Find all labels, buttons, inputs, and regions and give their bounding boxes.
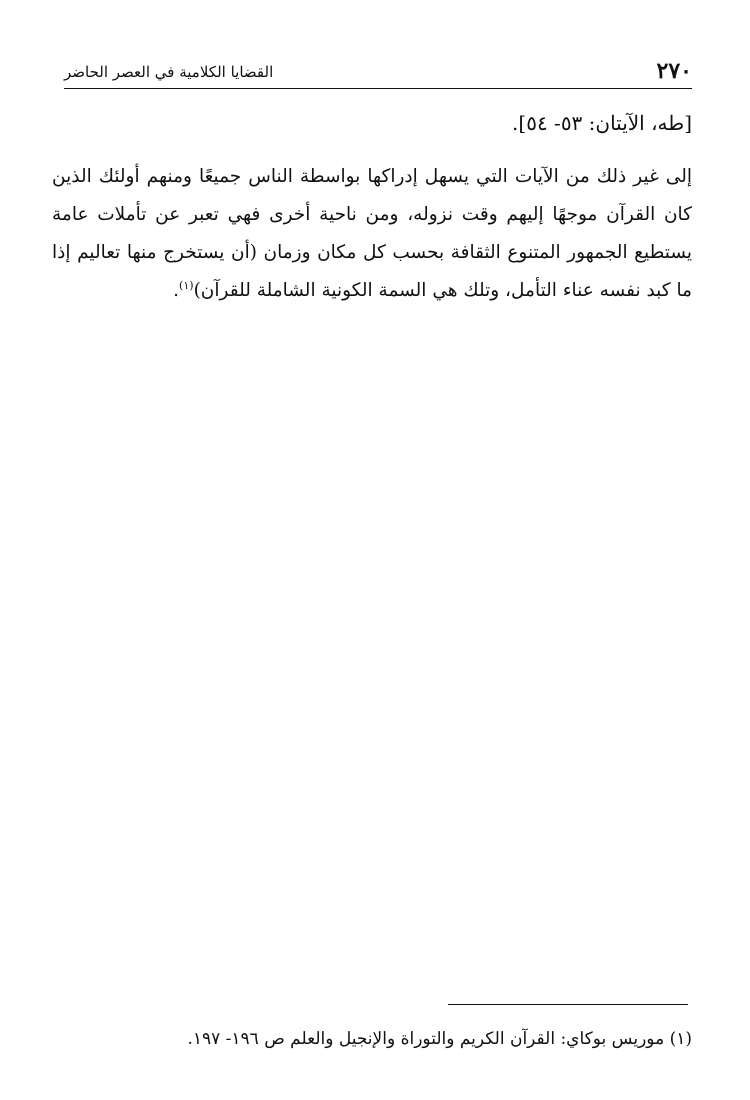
footnote-marker[interactable]: (١) (179, 278, 194, 292)
running-title: القضايا الكلامية في العصر الحاضر (64, 63, 274, 81)
header-rule (64, 88, 692, 89)
body-paragraph-text: إلى غير ذلك من الآيات التي يسهل إدراكها بواسطة الناس جميعًا ومنهم أولئك الذين كان القرآن موجهًا إليهم وقت نزوله، ومن ناحية أخرى فهي تعبر عن تأملات عامة يستطيع الجمهور المتنوع الثقافة بحسب كل مكان وزمان (أن يستخرج منها تعاليم إذا ما كبد نفسه عناء التأمل، وتلك هي السمة الكونية الشاملة للقرآن) (52, 166, 692, 301)
footnote-rule (448, 1004, 688, 1005)
body-end-punct: . (173, 280, 180, 301)
body-paragraph (52, 158, 692, 310)
verse-reference: [طه، الآيتان: ٥٣- ٥٤]. (512, 111, 692, 135)
page-number: ٢٧٠ (656, 58, 692, 84)
page-header (64, 58, 692, 88)
footnote: (١) موريس بوكاي: القرآن الكريم والتوراة والإنجيل والعلم ص ١٩٦- ١٩٧. (187, 1029, 692, 1049)
